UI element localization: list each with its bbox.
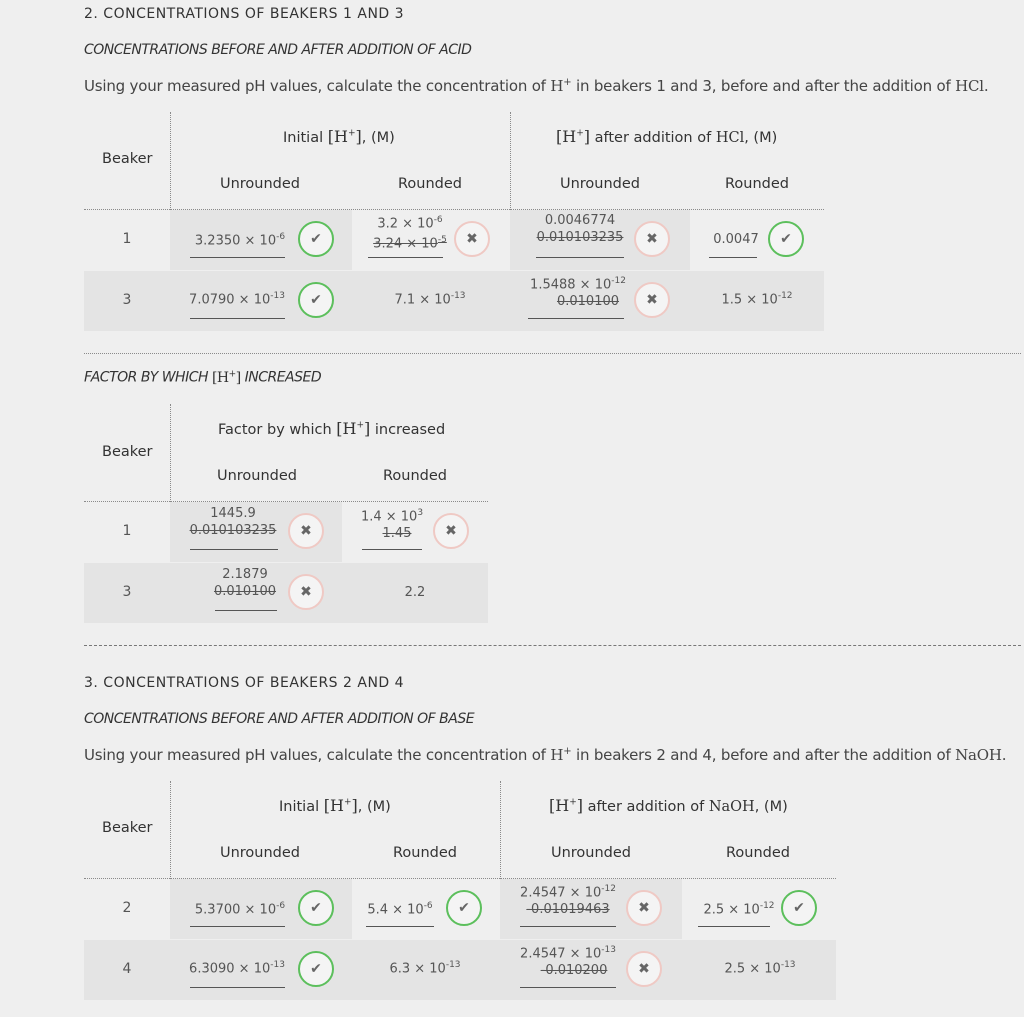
correct-check-icon: ✔ [768, 221, 804, 257]
correct-check-icon: ✔ [781, 890, 817, 926]
factor-header: Factor by which [H+] increased [218, 419, 446, 438]
incorrect-cross-icon: ✖ [634, 282, 670, 318]
answer-value: 1445.9 0.010103235 [189, 506, 277, 538]
incorrect-cross-icon: ✖ [626, 951, 662, 987]
answer-value: 0.0047 [713, 232, 759, 247]
factor-subtitle: FACTOR BY WHICH [H+] INCREASED [84, 369, 322, 386]
incorrect-cross-icon: ✖ [288, 574, 324, 610]
answer-value: $2.5 \times 10^{-13}$ [724, 960, 796, 977]
correct-check-icon: ✔ [298, 951, 334, 987]
incorrect-cross-icon: ✖ [288, 513, 324, 549]
correct-check-icon: ✔ [298, 282, 334, 318]
section-3-title: 3. CONCENTRATIONS OF BEAKERS 2 AND 4 [84, 675, 405, 691]
beaker-header: Beaker [102, 444, 153, 460]
rounded-header: Rounded [397, 176, 462, 192]
after-hcl-header: [H+] after addition of HCl, (M) [556, 127, 778, 146]
incorrect-cross-icon: ✖ [626, 890, 662, 926]
initial-h-header: Initial [H+], (M) [283, 127, 395, 146]
rounded-header: Rounded [382, 468, 447, 484]
answer-value: $7.0790 \times 10^{-13}$ [189, 291, 285, 308]
answer-value: $2.5 \times 10^{-12}$ [703, 901, 775, 918]
answer-value: 2.1879 0.010100 [213, 567, 277, 599]
beaker-number: 1 [122, 523, 132, 539]
answer-value: $2.4547 \times 10^{-12}$ -0.01019463 [520, 884, 616, 918]
unrounded-header: Unrounded [219, 845, 301, 861]
incorrect-cross-icon: ✖ [433, 513, 469, 549]
answer-value: $5.4 \times 10^{-6}$ [367, 901, 433, 918]
beaker-header: Beaker [102, 820, 153, 836]
answer-value: $1.5488 \times 10^{-12}$ 0.010100 [530, 276, 626, 310]
beaker-number: 1 [122, 231, 132, 247]
beaker-number: 4 [122, 961, 132, 977]
section-2-title: 2. CONCENTRATIONS OF BEAKERS 1 AND 3 [84, 6, 405, 22]
beaker-number: 3 [122, 584, 132, 600]
answer-value: 2.2 [404, 585, 426, 600]
after-naoh-header: [H+] after addition of NaOH, (M) [549, 796, 788, 815]
rounded-header: Rounded [392, 845, 457, 861]
unrounded-header: Unrounded [219, 176, 301, 192]
section-2-instructions: Using your measured pH values, calculate the concentration of H+ in beakers 1 and 3, before and after the addition of HCl. [84, 77, 989, 95]
answer-value: $2.4547 \times 10^{-13}$ -0.010200 [520, 945, 616, 979]
incorrect-cross-icon: ✖ [634, 221, 670, 257]
correct-check-icon: ✔ [298, 890, 334, 926]
section-2-subtitle: CONCENTRATIONS BEFORE AND AFTER ADDITION OF ACID [84, 42, 472, 58]
beaker-number: 2 [122, 900, 132, 916]
correct-check-icon: ✔ [298, 221, 334, 257]
beaker-number: 3 [122, 292, 132, 308]
answer-value: $6.3 \times 10^{-13}$ [389, 960, 461, 977]
answer-value: $1.4 \times 10^3$ 1.45 [360, 508, 424, 542]
unrounded-header: Unrounded [559, 176, 641, 192]
answer-value: $1.5 \times 10^{-12}$ [721, 291, 793, 308]
rounded-header: Rounded [725, 845, 790, 861]
incorrect-cross-icon: ✖ [454, 221, 490, 257]
unrounded-header: Unrounded [550, 845, 632, 861]
answer-value: $3.2350 \times 10^{-6}$ [194, 232, 286, 249]
unrounded-header: Unrounded [216, 468, 298, 484]
answer-value: $6.3090 \times 10^{-13}$ [189, 960, 285, 977]
section-3-instructions: Using your measured pH values, calculate the concentration of H+ in beakers 2 and 4, before and after the addition of NaOH. [84, 746, 1007, 764]
rounded-header: Rounded [724, 176, 789, 192]
answer-value: $3.2 \times 10^{-6}$ $3.24 \times 10^{-5}$ [373, 215, 447, 252]
correct-check-icon: ✔ [446, 890, 482, 926]
section-3-subtitle: CONCENTRATIONS BEFORE AND AFTER ADDITION OF BASE [84, 711, 475, 727]
beaker-header: Beaker [102, 151, 153, 167]
answer-value: $7.1 \times 10^{-13}$ [394, 291, 466, 308]
initial-h-header: Initial [H+], (M) [279, 796, 391, 815]
answer-value: 0.0046774 0.010103235 [536, 213, 624, 245]
answer-value: $5.3700 \times 10^{-6}$ [194, 901, 286, 918]
